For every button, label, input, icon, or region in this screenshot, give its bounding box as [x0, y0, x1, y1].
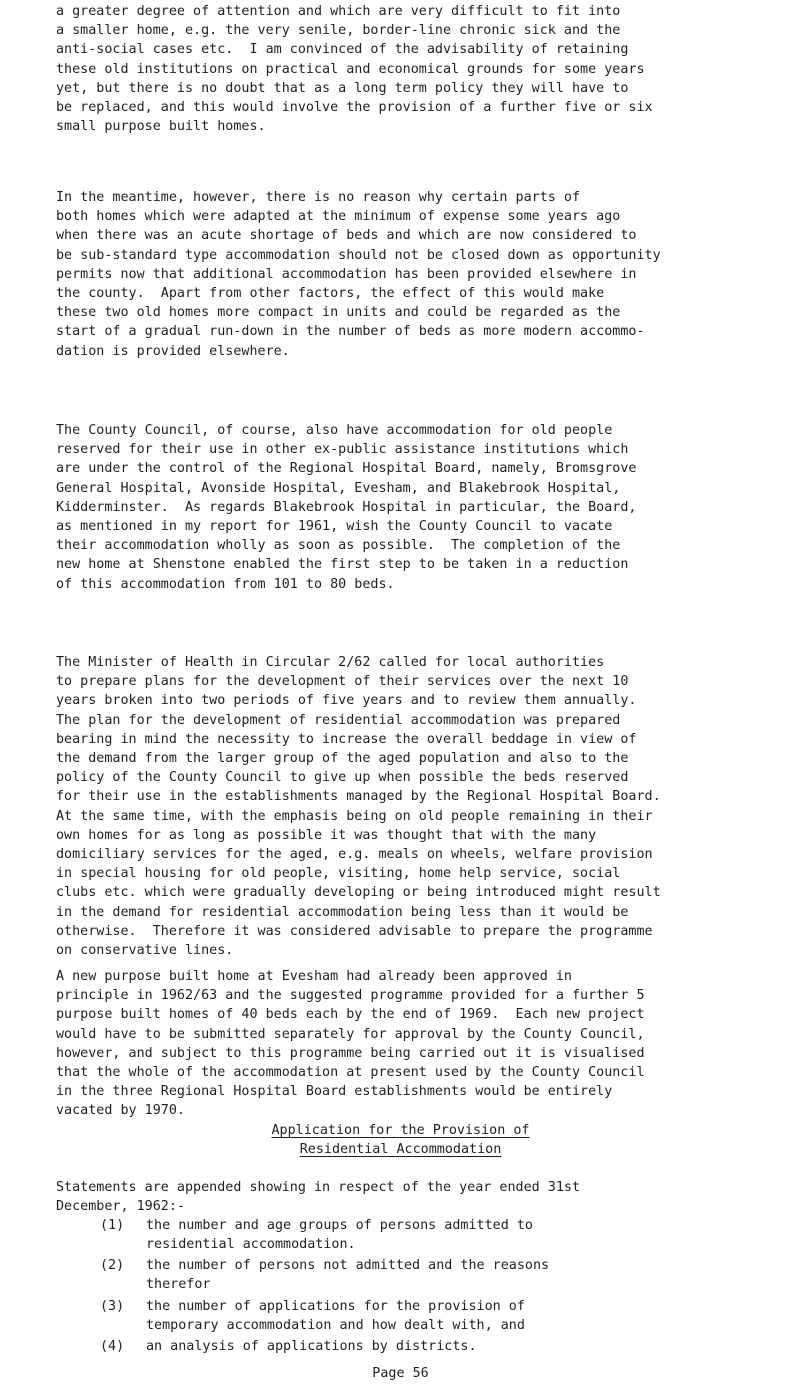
- paragraph-statements: Statements are appended showing in respect of the year ended 31st December, 1962:-: [56, 1180, 581, 1215]
- list-number: (4): [100, 1339, 125, 1354]
- section-heading-line1: Application for the Provision of: [271, 1123, 530, 1138]
- list-text: the number of applications for the provision of temporary accommodation and how dealt with, and: [146, 1299, 525, 1334]
- paragraph-meantime: In the meantime, however, there is no reason why certain parts of both homes which were adapted at the minimum of expense some years ago when there was an acute shortage of beds and which are now considered to be sub-standard type accommodation should not be closed down as opportunity permits now that additional accommodation has been provided elsewhere in the county. Apart from other factors, the effect of this would make these two old homes more compact in units and could be regarded as the start of a gradual run-down in the number of beds as more modern accommo- dation is provided elsewhere.: [56, 190, 661, 359]
- paragraph-minister-circular: The Minister of Health in Circular 2/62 called for local authorities to prepare plans for the development of their services over the next 10 years broken into two periods of five years and to review them annually. The plan for the development of residential accommodation was prepared bearing in mind the necessity to increase the overall beddage in view of the demand from the larger group of the aged population and also to the policy of the County Council to give up when possible the beds reserved for their use in the establishments managed by the Regional Hospital Board. At the same time, with the emphasis being on old people remaining in their own homes for as long as possible it was thought that with the many domiciliary services for the aged, e.g. meals on wheels, welfare provision in special housing for old people, visiting, home help service, social clubs etc. which were gradually developing or being introduced might result in the demand for residential accommodation being less than it would be otherwise. Therefore it was considered advisable to prepare the programme on conservative lines.: [56, 655, 661, 959]
- list-number: (3): [100, 1299, 125, 1314]
- paragraph-continuation: a greater degree of attention and which are very difficult to fit into a smaller home, e.g. the very senile, border-line chronic sick and the anti-social cases etc. I am convinced of the advisability of retaining these old institutions on practical and economical grounds for some years yet, but there is no doubt that as a long term policy they will have to be replaced, and this would involve the provision of a further five or six small purpose built homes.: [56, 4, 653, 135]
- paragraph-county-council: The County Council, of course, also have accommodation for old people reserved for their use in other ex-public assistance institutions which are under the control of the Regional Hospital Board, namely, Bromsgrove General Hospital, Avonside Hospital, Evesham, and Blakebrook Hospital, Kidderminster. As regards Blakebrook Hospital in particular, the Board, as mentioned in my report for 1961, wish the County Council to vacate their accommodation wholly as soon as possible. The completion of the new home at Shenstone enabled the first step to be taken in a reduction of this accommodation from 101 to 80 beds.: [56, 423, 637, 592]
- list-text: the number and age groups of persons admitted to residential accommodation.: [146, 1218, 533, 1253]
- list-number: (1): [100, 1218, 125, 1233]
- list-text: the number of persons not admitted and the reasons therefor: [146, 1258, 550, 1293]
- list-number: (2): [100, 1258, 125, 1273]
- page-number: Page 56: [372, 1366, 429, 1381]
- list-text: an analysis of applications by districts.: [146, 1339, 477, 1354]
- section-heading-line2: Residential Accommodation: [299, 1142, 502, 1157]
- paragraph-evesham-home: A new purpose built home at Evesham had already been approved in principle in 1962/63 and the suggested programme provided for a further 5 purpose built homes of 40 beds each by the end of 1969. Each new project would have to be submitted separately for approval by the County Council, however, and subject to this programme being carried out it is visualised that the whole of the accommodation at present used by the County Council in the three Regional Hospital Board establishments would be entirely vacated by 1970.: [56, 969, 645, 1119]
